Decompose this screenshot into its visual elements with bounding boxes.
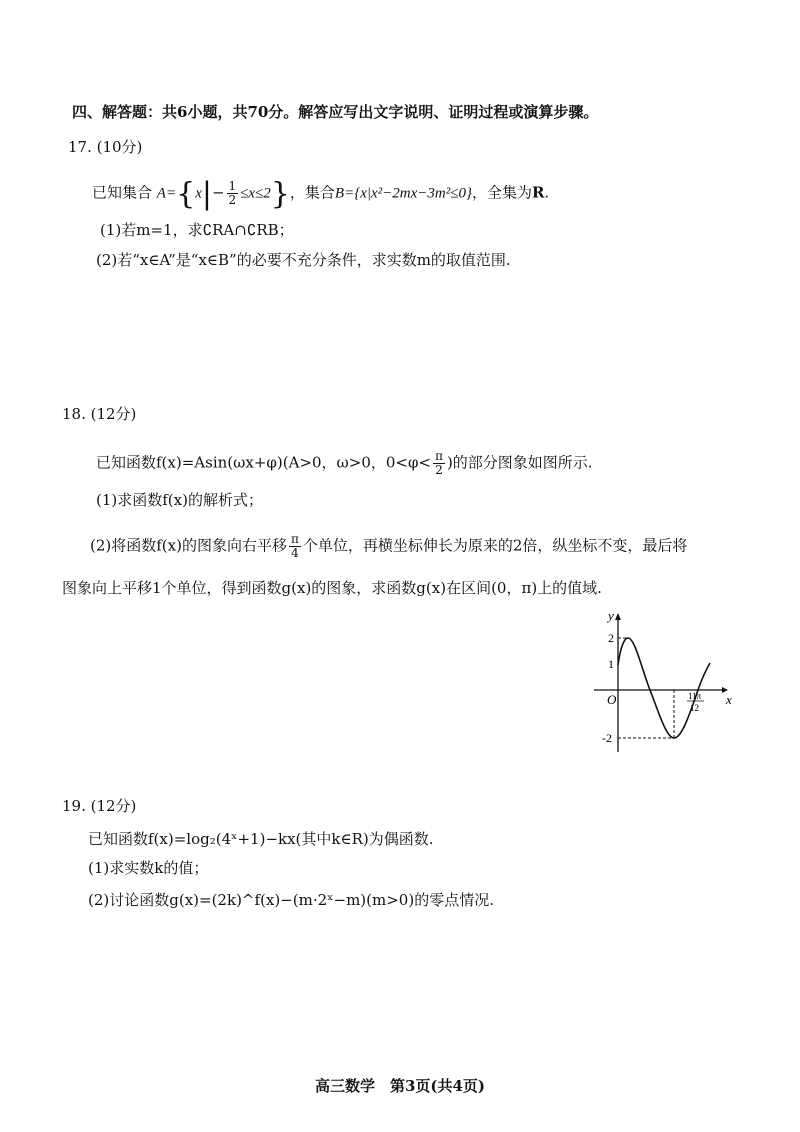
q18-stem-tail: )的部分图象如图所示. bbox=[446, 453, 593, 472]
q18-part2-pre: (2)将函数f(x)的图象向右平移 bbox=[90, 536, 287, 555]
q17-universe: R bbox=[531, 183, 545, 202]
sine-curve bbox=[618, 638, 710, 738]
q17-stem-tail: ，全集为 bbox=[471, 183, 532, 202]
q17-part2: (2)若“x∈A”是“x∈B”的必要不充分条件，求实数m的取值范围. bbox=[96, 251, 511, 269]
q18-part2-line2: 图象向上平移1个单位，得到函数g(x)的图象，求函数g(x)在区间(0，π)上的值域. bbox=[62, 579, 602, 597]
q18-part1: (1)求函数f(x)的解析式； bbox=[96, 491, 263, 509]
divider-bar: | bbox=[201, 176, 212, 212]
x-tick-num: 11π bbox=[688, 691, 702, 701]
x-tick-den: 12 bbox=[690, 703, 699, 713]
q17-part1: (1)若m=1，求∁RA∩∁RB； bbox=[100, 221, 294, 239]
q18-label: 18. (12分) bbox=[62, 405, 137, 423]
page-footer: 高三数学 第3页(共4页) bbox=[314, 1077, 486, 1095]
q17-fraction-den: 2 bbox=[228, 193, 237, 207]
q17-set-a-lhs: A= bbox=[156, 185, 177, 202]
sine-graph bbox=[590, 608, 740, 758]
q19-label: 19. (12分) bbox=[62, 797, 137, 815]
q17-set-b: B={x|x²−2mx−3m²≤0} bbox=[334, 185, 472, 202]
q19-stem: 已知函数f(x)=log₂(4ˣ+1)−kx(其中k∈R)为偶函数. bbox=[88, 830, 434, 848]
y-tick-1: 1 bbox=[608, 657, 614, 671]
q18-stem-pre: 已知函数f(x)=Asin(ωx+φ)(A>0，ω>0，0<φ< bbox=[96, 453, 432, 472]
q17-stem-mid: ，集合 bbox=[289, 183, 335, 202]
left-brace: { bbox=[176, 176, 196, 212]
q18-pi-half bbox=[433, 450, 445, 477]
q18-stem bbox=[96, 450, 593, 477]
q18-shift-den: 4 bbox=[291, 546, 299, 560]
section-heading: 四、解答题：共6小题，共70分。解答应写出文字说明、证明过程或演算步骤。 bbox=[72, 103, 599, 121]
y-axis-label: y bbox=[608, 608, 614, 623]
x-axis-label: x bbox=[726, 692, 732, 707]
q19-part1: (1)求实数k的值； bbox=[88, 859, 209, 877]
y-axis-arrow-icon bbox=[615, 613, 621, 620]
right-brace: } bbox=[270, 176, 290, 212]
q17-label: 17. (10分) bbox=[68, 138, 143, 156]
q17-stem: 已知集合 A={x|− $\frac{1}{2}$ ≤x≤2}，集合B={x|x²−2mx−3m²≤0}，全集为R. bbox=[92, 176, 550, 212]
q17-fraction bbox=[227, 180, 239, 207]
y-tick-neg2: -2 bbox=[602, 731, 612, 745]
q18-shift-num: π bbox=[290, 532, 299, 546]
origin-label: O bbox=[607, 692, 617, 707]
y-tick-2: 2 bbox=[608, 631, 614, 645]
q17-set-a-cond: ≤x≤2 bbox=[240, 185, 271, 202]
q17-stem-pre: 已知集合 bbox=[92, 183, 153, 202]
q19-part2: (2)讨论函数g(x)=(2k)^f(x)−(m·2ˣ−m)(m>0)的零点情况. bbox=[88, 891, 494, 909]
q18-shift-frac bbox=[289, 533, 301, 560]
q18-pi-half-den: 2 bbox=[435, 463, 443, 477]
q17-fraction-num: 1 bbox=[228, 179, 237, 193]
q17-set-a-var: x bbox=[195, 185, 202, 202]
q18-part2 bbox=[90, 533, 687, 560]
q18-part2-post: 个单位，再横坐标伸长为原来的2倍，纵坐标不变，最后将 bbox=[302, 536, 688, 555]
q18-pi-half-num: π bbox=[435, 449, 443, 463]
